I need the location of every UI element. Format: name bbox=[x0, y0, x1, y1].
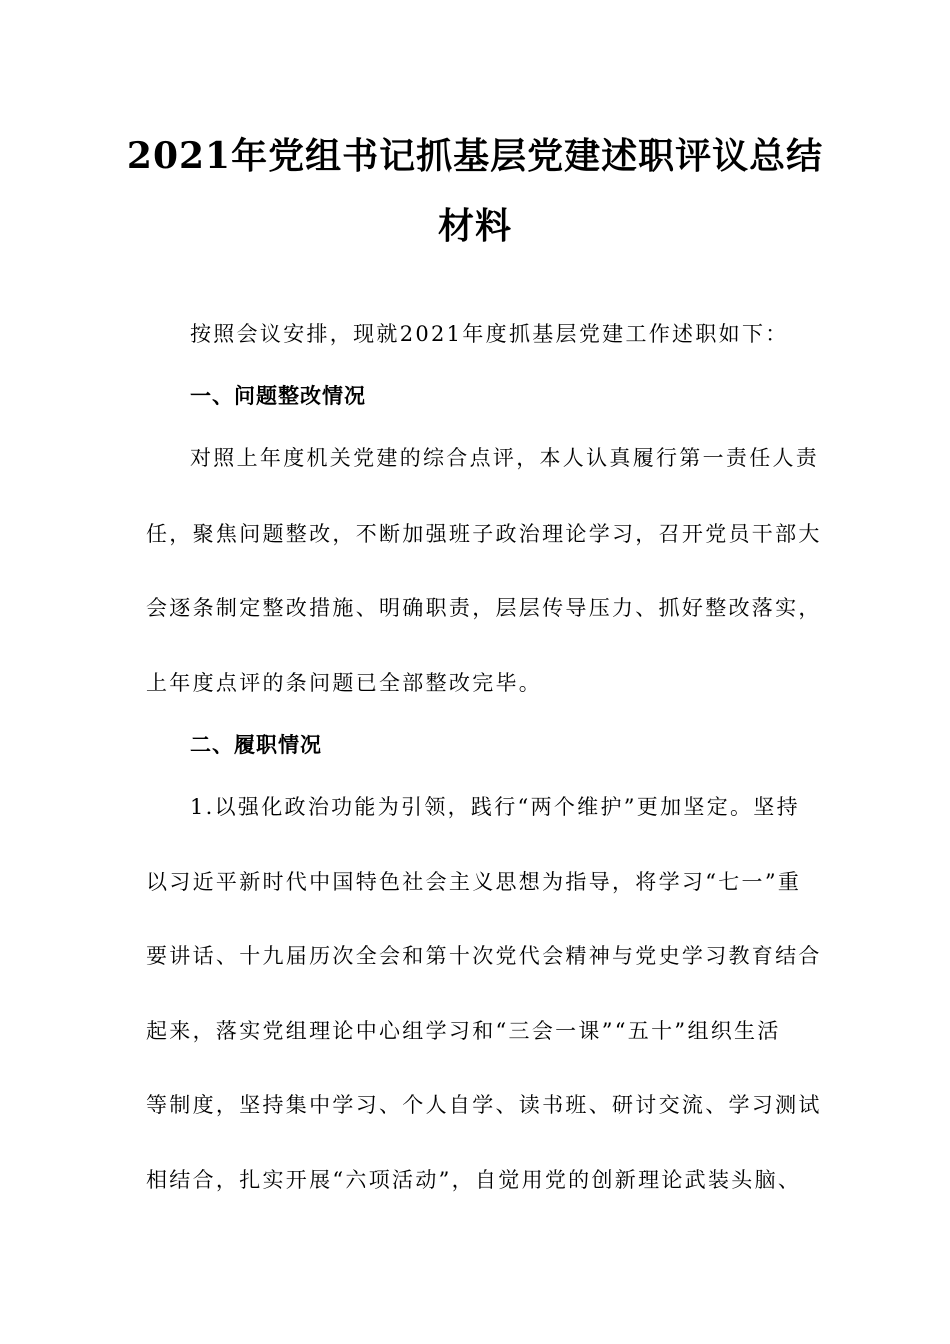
paragraph-line: 相结合，扎实开展“六项活动”，自觉用党的创新理论武装头脑、 bbox=[146, 1168, 802, 1192]
section-heading-2: 二、履职情况 bbox=[190, 732, 322, 757]
paragraph-line: 任，聚焦问题整改，不断加强班子政治理论学习，召开党员干部大 bbox=[146, 522, 822, 546]
paragraph-line: 起来，落实党组理论中心组学习和“三会一课”“五十”组织生活 bbox=[146, 1019, 781, 1043]
paragraph-line: 1.以强化政治功能为引领，践行“两个维护”更加坚定。坚持 bbox=[190, 795, 800, 819]
paragraph-line: 上年度点评的条问题已全部整改完毕。 bbox=[146, 671, 543, 695]
document-title-line-2: 材料 bbox=[437, 205, 512, 247]
paragraph-line: 会逐条制定整改措施、明确职责，层层传导压力、抓好整改落实， bbox=[146, 596, 822, 620]
section-heading-1: 一、问题整改情况 bbox=[190, 383, 366, 408]
paragraph-line: 要讲话、十九届历次全会和第十次党代会精神与党史学习教育结合 bbox=[146, 944, 822, 968]
paragraph-line: 对照上年度机关党建的综合点评，本人认真履行第一责任人责 bbox=[190, 446, 820, 470]
paragraph-line: 以习近平新时代中国特色社会主义思想为指导，将学习“七一”重 bbox=[146, 870, 802, 894]
document-title-line-1: 2021年党组书记抓基层党建述职评议总结 bbox=[126, 135, 824, 177]
paragraph-line: 等制度，坚持集中学习、个人自学、读书班、研讨交流、学习测试 bbox=[146, 1093, 822, 1117]
intro-paragraph: 按照会议安排，现就2021年度抓基层党建工作述职如下： bbox=[190, 322, 789, 346]
